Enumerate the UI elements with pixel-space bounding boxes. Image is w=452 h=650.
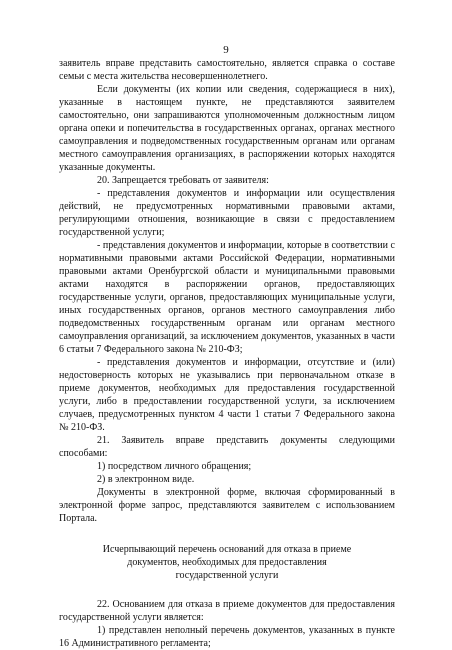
section-heading [59,543,395,582]
paragraph: 2) в электронном виде. [97,474,195,485]
paragraph: 20. Запрещается требовать от заявителя: [97,175,269,186]
paragraph: - представления документов и информации, которые в соответствии с нормативными правовыми актами Российской Федерации, нормативными правовыми актами Оренбургской области и муниципальными правовыми актами находятся в распоряжении органов, предоставляющих государственные услуги, органов, предоставляющих муниципальные услуги, иных государственных органов, органов местного самоуправления либо подведомственных государственным органам или органам местного самоуправления организаций, за исключением документов, указанных в части 6 статьи 7 Федерального закона № 210-ФЗ; [59,240,395,355]
section-heading-line: документов, необходимых для предоставления [127,557,327,568]
document-body [59,57,395,650]
paragraph: - представления документов и информации или осуществления действий, не предусмотренных нормативными правовыми актами, регулирующими отношения, возникающие в связи с предоставлением государственной услуги; [59,188,395,238]
paragraph: Если документы (их копии или сведения, содержащиеся в них), указанные в настоящем пункте, не представляются заявителем самостоятельно, они запрашиваются уполномоченным должностным лицом органа опеки и попечительства в государственных органах, органах местного самоуправления и подведомственных государственным органам или органам местного самоуправления организациях, в распоряжении которых находятся указанные документы. [59,84,395,173]
paragraph: 22. Основанием для отказа в приеме документов для предоставления государственной услуги является: [59,599,395,623]
section-heading-line: Исчерпывающий перечень оснований для отказа в приеме [102,544,352,555]
paragraph: Документы в электронной форме, включая сформированный в электронной форме запрос, представляются заявителем с использованием Портала. [59,487,395,524]
paragraph: - представления документов и информации, отсутствие и (или) недостоверность которых не указывались при первоначальном отказе в приеме документов, необходимых для предоставления государственной услуги, либо в предоставлении государственной услуги, за исключением случаев, предусмотренных пунктом 4 части 1 статьи 7 Федерального закона № 210-ФЗ. [59,357,395,433]
paragraph: 1) представлен неполный перечень документов, указанных в пункте 16 Административного регламента; [59,625,395,649]
paragraph: 1) посредством личного обращения; [97,461,252,472]
section-heading-line: государственной услуги [175,570,279,581]
page-number: 9 [223,44,229,56]
paragraph: 21. Заявитель вправе представить документы следующими способами: [59,435,395,459]
paragraph: заявитель вправе представить самостоятельно, является справка о составе семьи с места жительства несовершеннолетнего. [59,58,395,82]
